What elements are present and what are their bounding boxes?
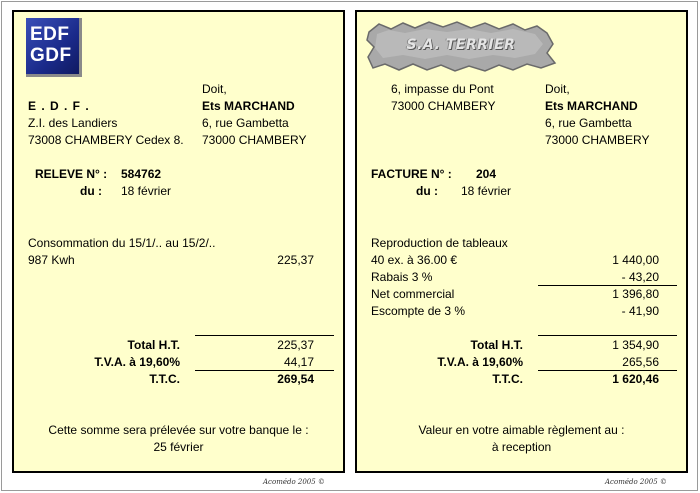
line-label: Rabais 3 % bbox=[371, 270, 433, 284]
client-street: 6, rue Gambetta bbox=[202, 116, 289, 130]
tva-amount: 265,56 bbox=[622, 355, 659, 369]
ttc-label: T.T.C. bbox=[149, 372, 180, 386]
ttc-amount: 269,54 bbox=[277, 372, 314, 386]
sender-street: 6, impasse du Pont bbox=[391, 82, 494, 96]
line-label: Net commercial bbox=[371, 287, 455, 301]
footer-date: 25 février bbox=[153, 440, 204, 454]
tva-amount: 44,17 bbox=[283, 355, 314, 369]
line-label: 987 Kwh bbox=[28, 253, 75, 267]
sender-city: 73008 CHAMBERY Cedex 8. bbox=[28, 133, 184, 147]
divider bbox=[195, 335, 334, 336]
divider bbox=[538, 370, 677, 371]
date-label: du : bbox=[80, 184, 102, 198]
client-city: 73000 CHAMBERY bbox=[202, 133, 307, 147]
line-amount: 1 396,80 bbox=[612, 287, 659, 301]
ttc-label: T.T.C. bbox=[492, 372, 523, 386]
terrier-logo bbox=[365, 20, 557, 74]
terrier-logo-text: S.A. TERRIER bbox=[406, 37, 516, 53]
logo-line-1: EDF bbox=[30, 24, 70, 45]
credit-left: Acomédo 2005 © bbox=[263, 478, 325, 486]
date-value: 18 février bbox=[461, 184, 512, 198]
divider bbox=[538, 285, 677, 286]
line-label: Reproduction de tableaux bbox=[371, 236, 508, 250]
line-label: Escompte de 3 % bbox=[371, 304, 466, 318]
logo-line-2: GDF bbox=[30, 45, 72, 66]
line-amount: 225,37 bbox=[277, 253, 314, 267]
sender-street: Z.I. des Landiers bbox=[28, 116, 118, 130]
footer-note: Valeur en votre aimable règlement au : bbox=[418, 423, 625, 437]
divider bbox=[195, 370, 334, 371]
line-label: 40 ex. à 36.00 € bbox=[371, 253, 458, 267]
edf-gdf-logo bbox=[26, 18, 82, 77]
line-amount: - 41,90 bbox=[621, 304, 659, 318]
tva-label: T.V.A. à 19,60% bbox=[437, 355, 523, 369]
invoice-edf bbox=[12, 10, 345, 473]
footer-payment: à reception bbox=[491, 440, 552, 454]
client-city: 73000 CHAMBERY bbox=[545, 133, 650, 147]
invoice-terrier bbox=[355, 10, 688, 473]
total-ht-label: Total H.T. bbox=[127, 338, 180, 352]
total-ht-amount: 1 354,90 bbox=[612, 338, 659, 352]
date-label: du : bbox=[416, 184, 438, 198]
sender-name: E . D . F . bbox=[28, 99, 90, 113]
releve-number: 584762 bbox=[121, 167, 162, 181]
date-value: 18 février bbox=[121, 184, 172, 198]
divider bbox=[538, 335, 677, 336]
total-ht-label: Total H.T. bbox=[470, 338, 523, 352]
sender-city: 73000 CHAMBERY bbox=[391, 99, 496, 113]
facture-label: FACTURE N° : bbox=[371, 167, 452, 181]
tva-label: T.V.A. à 19,60% bbox=[94, 355, 180, 369]
doit-label: Doit, bbox=[202, 82, 227, 96]
client-street: 6, rue Gambetta bbox=[545, 116, 632, 130]
line-amount: - 43,20 bbox=[621, 270, 659, 284]
client-name: Ets MARCHAND bbox=[202, 99, 295, 113]
client-name: Ets MARCHAND bbox=[545, 99, 638, 113]
credit-right: Acomédo 2005 © bbox=[605, 478, 667, 486]
line-amount: 1 440,00 bbox=[612, 253, 659, 267]
footer-note: Cette somme sera prélevée sur votre banque le : bbox=[48, 423, 309, 437]
total-ht-amount: 225,37 bbox=[277, 338, 314, 352]
releve-label: RELEVE N° : bbox=[35, 167, 108, 181]
line-label: Consommation du 15/1/.. au 15/2/.. bbox=[28, 236, 216, 250]
doit-label: Doit, bbox=[545, 82, 570, 96]
facture-number: 204 bbox=[476, 167, 497, 181]
ttc-amount: 1 620,46 bbox=[612, 372, 659, 386]
